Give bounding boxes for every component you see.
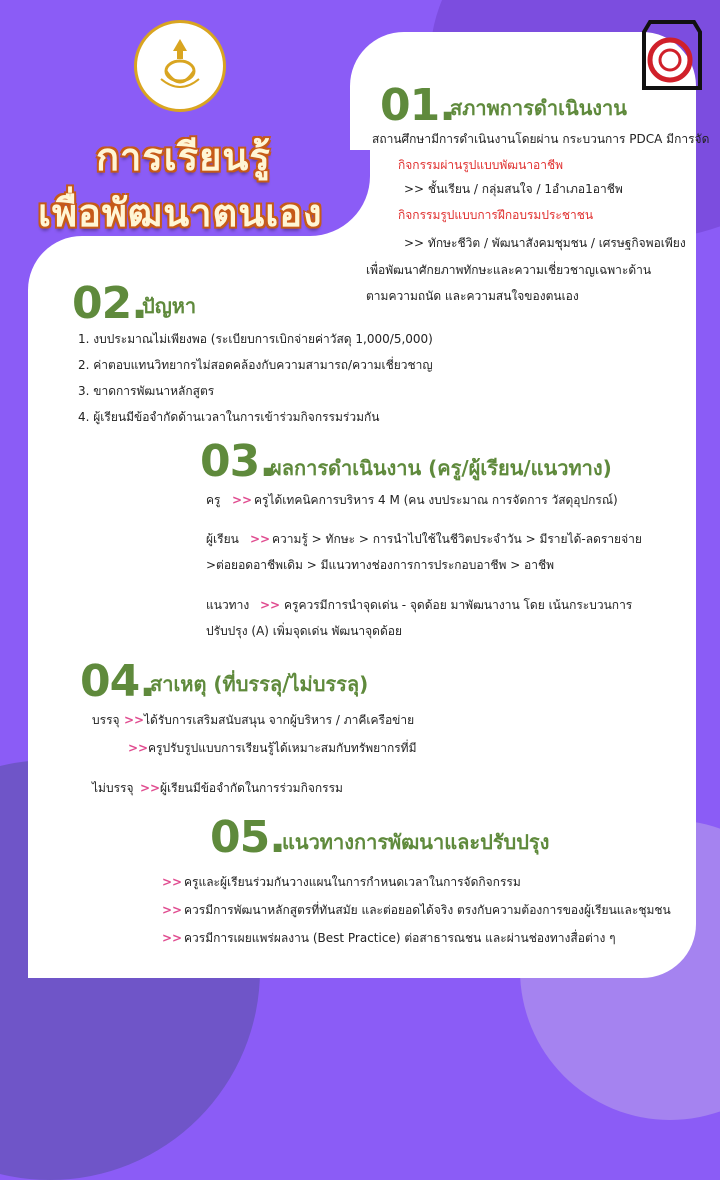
department-seal-icon <box>134 20 226 112</box>
problem-item-4: 4. ผู้เรียนมีข้อจำกัดด้านเวลาในการเข้าร่วมกิจกรรมร่วมกัน <box>78 410 380 424</box>
section-03-heading: ผลการดำเนินงาน (ครู/ผู้เรียน/แนวทาง) <box>270 456 612 480</box>
section-01-sub1: กิจกรรมผ่านรูปแบบพัฒนาอาชีพ <box>398 158 564 172</box>
section-01-outcome2: ตามความถนัด และความสนใจของตนเอง <box>366 289 579 303</box>
section-03-number: 03. <box>200 436 275 487</box>
result-learner-text1: ความรู้ > ทักษะ > การนำไปใช้ในชีวิตประจำวัน > มีรายได้-ลดรายจ่าย <box>272 532 642 546</box>
guideline-item-3: ควรมีการเผยแพร่ผลงาน (Best Practice) ต่อสาธารณชน และผ่านช่องทางสื่อต่าง ๆ <box>184 931 616 945</box>
cause-achieved-2: ครูปรับรูปแบบการเรียนรู้ได้เหมาะสมกับทรัพยากรที่มี <box>148 741 417 755</box>
guideline-arrow-3: >> <box>162 931 183 945</box>
section-01-sub1-items: >> ชั้นเรียน / กลุ่มสนใจ / 1อำเภอ1อาชีพ <box>404 182 623 196</box>
cause-achieved-arrow: >> <box>124 713 145 727</box>
guideline-item-1: ครูและผู้เรียนร่วมกันวางแผนในการกำหนดเวลาในการจัดกิจกรรม <box>184 875 521 889</box>
section-04-heading: สาเหตุ (ที่บรรลุ/ไม่บรรลุ) <box>150 672 369 696</box>
page-title-line2: เพื่อพัฒนาตนเอง <box>38 191 323 235</box>
result-learner-arrow: >> <box>250 532 271 546</box>
section-01-number: 01. <box>380 80 455 131</box>
cause-achieved-arrow-2: >> <box>128 741 149 755</box>
guideline-arrow-1: >> <box>162 875 183 889</box>
result-teacher-arrow: >> <box>232 493 253 507</box>
section-02-number: 02. <box>72 278 147 329</box>
result-teacher-text: ครูได้เทคนิคการบริหาร 4 M (คน งบประมาณ การจัดการ วัสดุอุปกรณ์) <box>254 493 618 507</box>
cause-achieved-label: บรรจุ <box>92 713 120 727</box>
result-guide-label: แนวทาง <box>206 598 250 612</box>
result-guide-text2: ปรับปรุง (A) เพิ่มจุดเด่น พัฒนาจุดด้อย <box>206 624 403 638</box>
cause-not-1: ผู้เรียนมีข้อจำกัดในการร่วมกิจกรรม <box>160 781 343 795</box>
camera-icon <box>640 12 704 96</box>
guideline-item-2: ควรมีการพัฒนาหลักสูตรที่ทันสมัย และต่อยอดได้จริง ตรงกับความต้องการของผู้เรียนและชุมชน <box>184 903 671 917</box>
cause-not-arrow: >> <box>140 781 161 795</box>
result-learner-label: ผู้เรียน <box>206 532 239 546</box>
section-01-sub2: กิจกรรมรูปแบบการฝึกอบรมประชาชน <box>398 208 594 222</box>
section-01-intro: สถานศึกษามีการดำเนินงานโดยผ่าน กระบวนการ PDCA มีการจัด <box>372 132 710 146</box>
section-05-number: 05. <box>210 812 285 863</box>
section-01-sub2-items: >> ทักษะชีวิต / พัฒนาสังคมชุมชน / เศรษฐกิจพอเพียง <box>404 236 686 250</box>
problem-item-3: 3. ขาดการพัฒนาหลักสูตร <box>78 384 215 398</box>
result-learner-text2: >ต่อยอดอาชีพเดิม > มีแนวทางช่องการการประกอบอาชีพ > อาชีพ <box>206 558 555 572</box>
section-01-heading: สภาพการดำเนินงาน <box>450 96 627 120</box>
section-02-heading: ปัญหา <box>142 294 197 318</box>
result-teacher-label: ครู <box>206 493 221 507</box>
problem-item-1: 1. งบประมาณไม่เพียงพอ (ระเบียบการเบิกจ่ายค่าวัสดุ 1,000/5,000) <box>78 332 433 346</box>
guideline-arrow-2: >> <box>162 903 183 917</box>
section-04-number: 04. <box>80 656 155 707</box>
result-guide-text1: ครูควรมีการนำจุดเด่น - จุดด้อย มาพัฒนางาน โดย เน้นกระบวนการ <box>284 598 633 612</box>
problem-item-2: 2. ค่าตอบแทนวิทยากรไม่สอดคล้องกับความสามารถ/ความเชี่ยวชาญ <box>78 358 433 372</box>
section-01-outcome1: เพื่อพัฒนาศักยภาพทักษะและความเชี่ยวชาญเฉพาะด้าน <box>366 263 652 277</box>
section-05-heading: แนวทางการพัฒนาและปรับปรุง <box>282 830 550 854</box>
result-guide-arrow: >> <box>260 598 281 612</box>
cause-not-label: ไม่บรรจุ <box>92 781 134 795</box>
cause-achieved-1: ได้รับการเสริมสนับสนุน จากผู้บริหาร / ภาคีเครือข่าย <box>144 713 415 727</box>
page-title-line1: การเรียนรู้ <box>96 135 271 179</box>
